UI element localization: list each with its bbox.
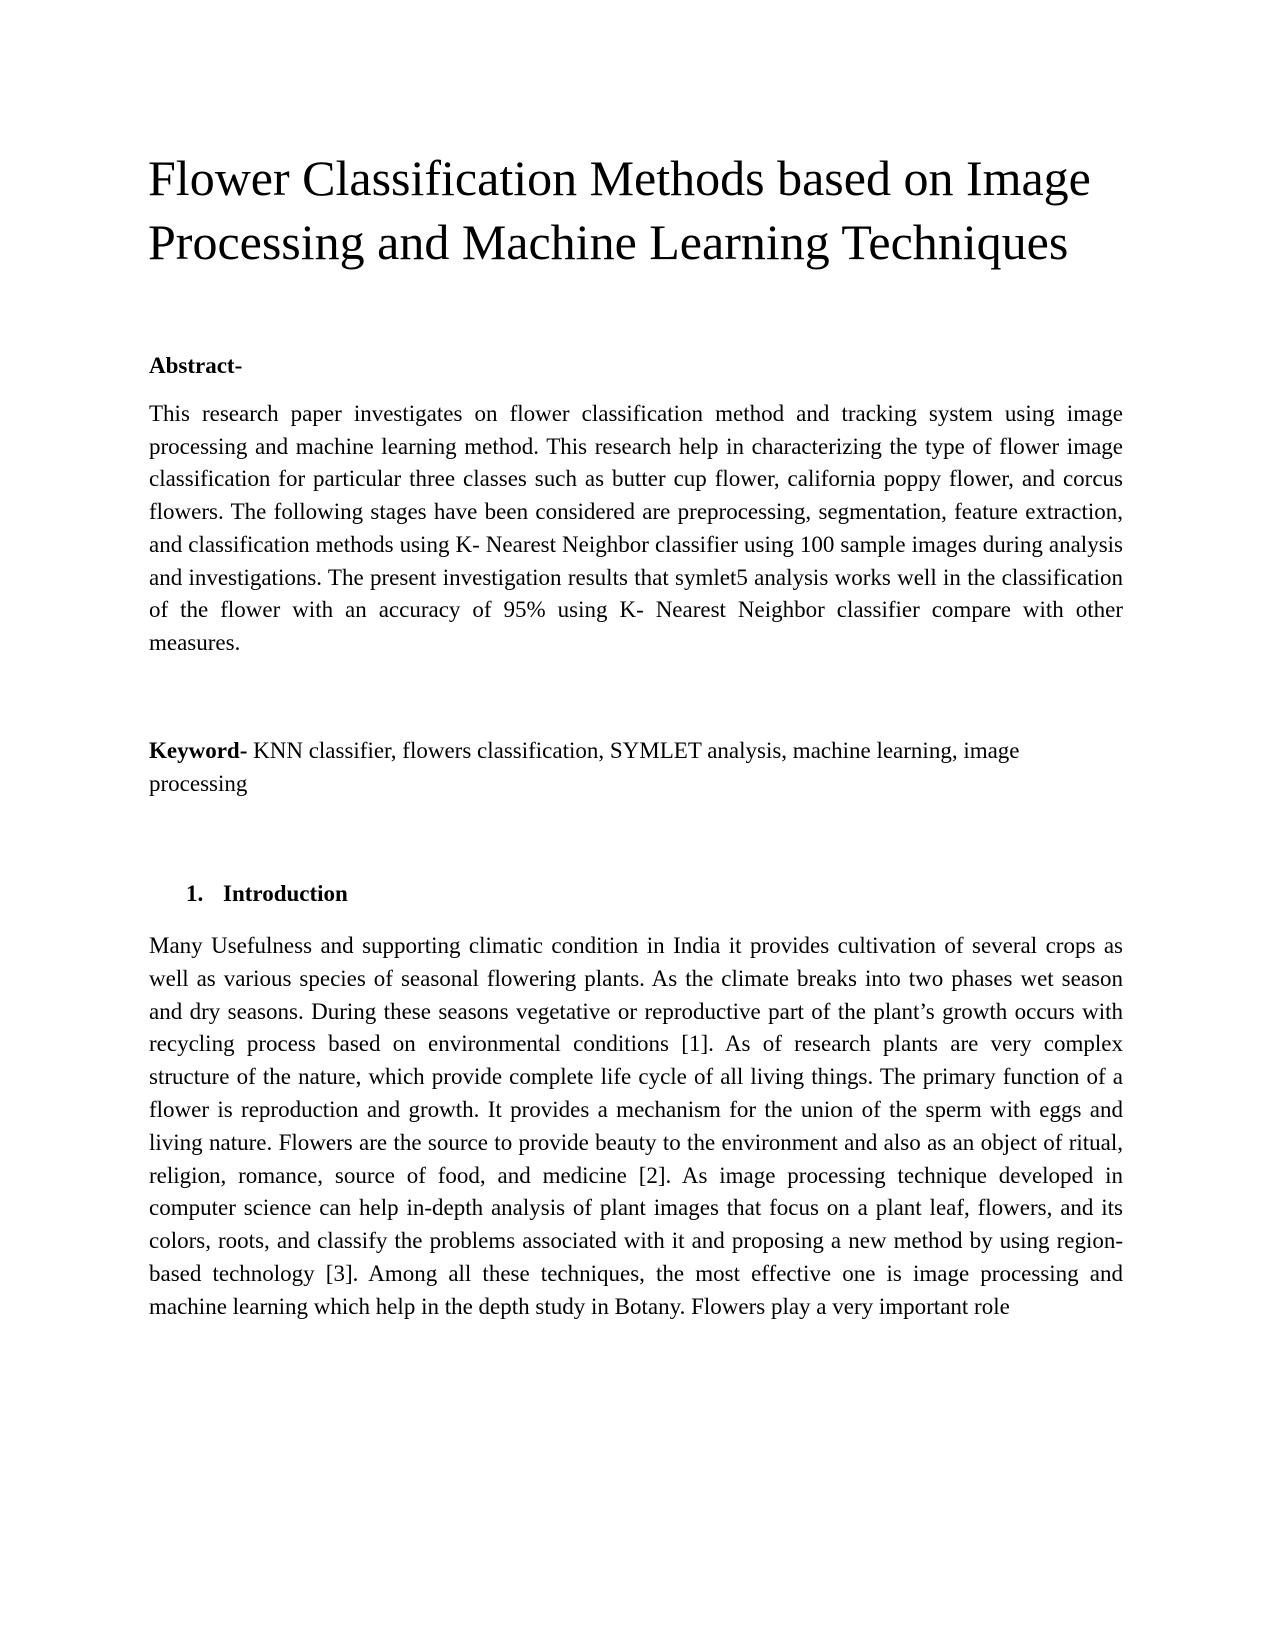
keywords-label: Keyword- (149, 738, 248, 763)
abstract-heading: Abstract- (149, 353, 243, 378)
introduction-text: Many Usefulness and supporting climatic condition in India it provides cultivation of several crops as well as various species of seasonal flowering plants. As the climate breaks into two phases wet season and dry seasons. During these seasons vegetative or reproductive part of the plant’s growth occurs with recycling process based on environmental conditions [1]. As of research plants are very complex structure of the nature, which provide complete life cycle of all living things. The primary function of a flower is reproduction and growth. It provides a mechanism for the union of the sperm with eggs and living nature. Flowers are the source to provide beauty to the environment and also as an object of ritual, religion, romance, source of food, and medicine [2]. As image processing technique developed in computer science can help in-depth analysis of plant images that focus on a plant leaf, flowers, and its colors, roots, and classify the problems associated with it and proposing a new method by using region-based technology [3]. Among all these techniques, the most effective one is image processing and machine learning which help in the depth study in Botany. Flowers play a very important role (149, 933, 1123, 1319)
section-number: 1. (186, 881, 204, 906)
abstract-text: This research paper investigates on flower classification method and tracking system using image processing and machine learning method. This research help in characterizing the type of flower image classification for particular three classes such as butter cup flower, california poppy flower, and corcus flowers. The following stages have been considered are preprocessing, segmentation, feature extraction, and classification methods using K- Nearest Neighbor classifier using 100 sample images during analysis and investigations. The present investigation results that symlet5 analysis works well in the classification of the flower with an accuracy of 95% using K- Nearest Neighbor classifier compare with other measures. (149, 401, 1123, 655)
paper-title: Flower Classification Methods based on Image Processing and Machine Learning Techniques (148, 150, 1091, 270)
section-heading-introduction (186, 878, 348, 910)
keywords-text: KNN classifier, flowers classification, SYMLET analysis, machine learning, image processing (149, 738, 1020, 796)
section-title: Introduction (223, 881, 348, 906)
keywords-line (149, 734, 1123, 800)
